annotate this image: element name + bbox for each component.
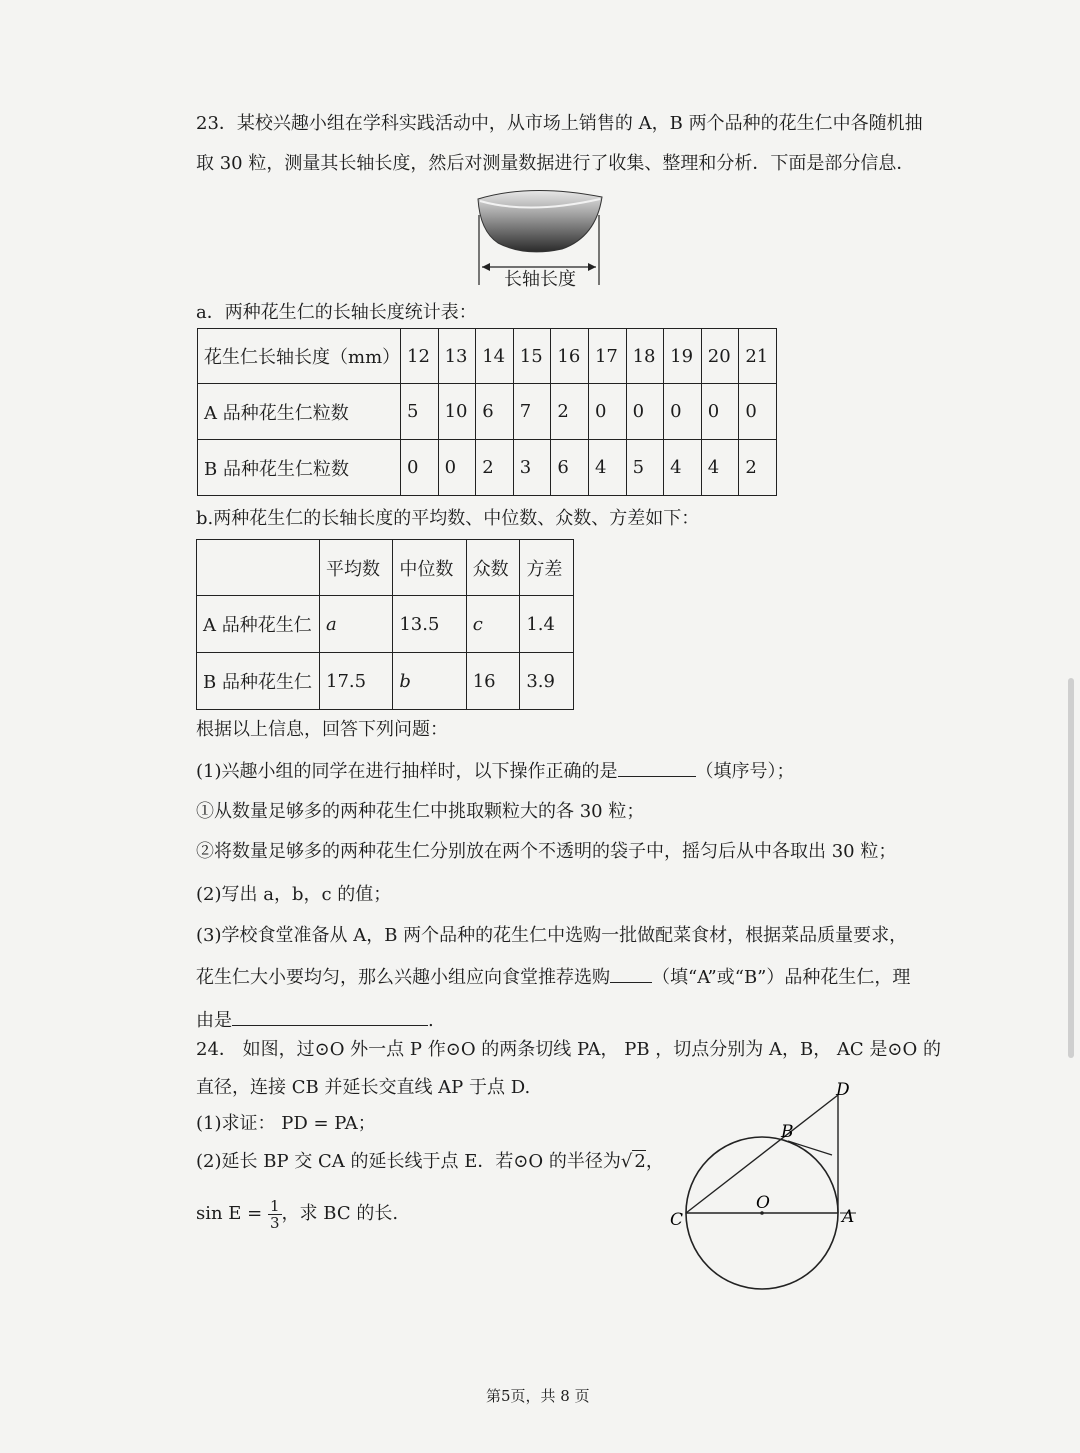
label-d: D xyxy=(836,1080,850,1100)
table-b-row-label: B 品种花生仁 xyxy=(197,653,320,710)
table-a-header-label: 花生仁长轴长度（mm） xyxy=(198,329,401,384)
table-a-length: 20 xyxy=(701,329,739,384)
table-b-cell: 16 xyxy=(466,653,520,710)
q24-part2 xyxy=(196,1150,664,1174)
geometry-figure xyxy=(660,1075,890,1305)
table-a-cell: 10 xyxy=(438,384,476,440)
table-a-cell: 6 xyxy=(476,384,514,440)
q23-part3-suffix: （填“A”或“B”）品种花生仁，理 xyxy=(652,967,911,988)
q23-prompt: 根据以上信息，回答下列问题： xyxy=(196,719,448,740)
q24-line1: 24． 如图，过⊙O 外一点 P 作⊙O 的两条切线 PA， PB ，切点分别为 A，B， AC 是⊙O 的 xyxy=(196,1039,941,1060)
table-a-length: 17 xyxy=(588,329,626,384)
table-a-cell: 2 xyxy=(739,440,777,496)
table-b-row-label: A 品种花生仁 xyxy=(197,596,320,653)
table-a-title: a．两种花生仁的长轴长度统计表： xyxy=(196,302,477,323)
peanut-shape xyxy=(478,190,602,251)
q23-part3-line2 xyxy=(196,964,910,990)
sqrt-symbol: √ xyxy=(620,1151,633,1172)
table-a-cell: 0 xyxy=(664,384,702,440)
table-b-row xyxy=(197,653,574,710)
label-o: O xyxy=(756,1193,770,1213)
tangent-pb xyxy=(788,1141,832,1155)
table-a-row-label: A 品种花生仁粒数 xyxy=(198,384,401,440)
fraction-numerator: 1 xyxy=(270,1196,280,1215)
table-a-row xyxy=(198,384,777,440)
table-a-length: 19 xyxy=(664,329,702,384)
fraction-denominator: 3 xyxy=(270,1213,280,1232)
table-b-cell: 13.5 xyxy=(393,596,466,653)
table-b-row xyxy=(197,596,574,653)
table-a-cell: 4 xyxy=(701,440,739,496)
q23-reason-label: 由是 xyxy=(196,1010,232,1031)
table-a-cell: 0 xyxy=(701,384,739,440)
answer-blank[interactable] xyxy=(610,964,652,983)
table-a-length: 15 xyxy=(513,329,551,384)
q23-line1: 23．某校兴趣小组在学科实践活动中，从市场上销售的 A，B 两个品种的花生仁中各随机抽 xyxy=(196,113,923,134)
table-a-length: 14 xyxy=(476,329,514,384)
answer-blank[interactable] xyxy=(232,1007,428,1026)
table-b-cell: 1.4 xyxy=(520,596,574,653)
q24-line2: 直径，连接 CB 并延长交直线 AP 于点 D. xyxy=(196,1077,531,1098)
table-a-cell: 5 xyxy=(401,384,439,440)
table-a-cell: 4 xyxy=(588,440,626,496)
table-a-length: 13 xyxy=(438,329,476,384)
table-a-cell: 0 xyxy=(739,384,777,440)
table-b-header-row xyxy=(197,540,574,596)
fraction xyxy=(268,1198,282,1231)
q24-part1: (1)求证： PD = PA； xyxy=(196,1113,376,1134)
table-b-header xyxy=(197,540,320,596)
q23-option1: ①从数量足够多的两种花生仁中挑取颗粒大的各 30 粒； xyxy=(196,801,645,822)
table-a-length: 12 xyxy=(401,329,439,384)
figure-caption: 长轴长度 xyxy=(500,268,580,292)
q23-part1-text: (1)兴趣小组的同学在进行抽样时，以下操作正确的是 xyxy=(196,761,618,782)
q24-part2-text: (2)延长 BP 交 CA 的延长线于点 E．若⊙O 的半径为 xyxy=(196,1151,621,1172)
table-b-header: 中位数 xyxy=(393,540,466,596)
table-a-cell: 0 xyxy=(626,384,664,440)
q23-part1 xyxy=(196,758,795,784)
q23-line2: 取 30 粒，测量其长轴长度，然后对测量数据进行了收集、整理和分析．下面是部分信息． xyxy=(196,153,915,174)
table-a-cell: 3 xyxy=(513,440,551,496)
table-b-header: 方差 xyxy=(520,540,574,596)
sqrt-radicand: 2 xyxy=(634,1151,646,1172)
q23-part3-text: 花生仁大小要均匀，那么兴趣小组应向食堂推荐选购 xyxy=(196,967,610,988)
table-a-cell: 0 xyxy=(438,440,476,496)
table-a-cell: 2 xyxy=(551,384,589,440)
table-a-length: 18 xyxy=(626,329,664,384)
label-a: A xyxy=(842,1207,855,1227)
label-b: B xyxy=(781,1122,794,1142)
table-a-cell: 2 xyxy=(476,440,514,496)
table-a-row-label: B 品种花生仁粒数 xyxy=(198,440,401,496)
table-b-cell: c xyxy=(466,596,520,653)
table-a-cell: 5 xyxy=(626,440,664,496)
q23-option2: ②将数量足够多的两种花生仁分别放在两个不透明的袋子中，摇匀后从中各取出 30 粒； xyxy=(196,841,897,862)
table-a-cell: 4 xyxy=(664,440,702,496)
q24-part2-comma: ， xyxy=(645,1151,664,1172)
table-a-cell: 7 xyxy=(513,384,551,440)
table-a-header-row xyxy=(198,329,777,384)
table-a xyxy=(197,328,777,496)
table-a-length: 21 xyxy=(739,329,777,384)
table-b-cell: b xyxy=(393,653,466,710)
table-a-length: 16 xyxy=(551,329,589,384)
scrollbar[interactable] xyxy=(1068,678,1074,1058)
table-b-header: 众数 xyxy=(466,540,520,596)
q23-part3-line1: (3)学校食堂准备从 A，B 两个品种的花生仁中选购一批做配菜食材，根据菜品质量要求， xyxy=(196,925,908,946)
table-a-cell: 6 xyxy=(551,440,589,496)
table-a-cell: 0 xyxy=(401,440,439,496)
table-a-cell: 0 xyxy=(588,384,626,440)
q23-part1-suffix: （填序号）； xyxy=(695,761,795,782)
table-b-cell: a xyxy=(320,596,393,653)
table-a-row xyxy=(198,440,777,496)
table-b-title: b.两种花生仁的长轴长度的平均数、中位数、众数、方差如下： xyxy=(196,508,700,529)
answer-blank[interactable] xyxy=(618,758,696,777)
q23-part2: (2)写出 a，b，c 的值； xyxy=(196,884,392,905)
table-b-header: 平均数 xyxy=(320,540,393,596)
sqrt-expression xyxy=(621,1150,646,1174)
q24-part3 xyxy=(196,1192,398,1236)
label-c: C xyxy=(670,1210,684,1230)
sin-e-label: sin E = xyxy=(196,1203,263,1224)
q24-part3-text: ，求 BC 的长. xyxy=(281,1203,399,1224)
q23-part3-line3 xyxy=(196,1007,434,1033)
table-b xyxy=(196,539,574,710)
table-b-cell: 17.5 xyxy=(320,653,393,710)
table-b-cell: 3.9 xyxy=(520,653,574,710)
q23-reason-end: . xyxy=(428,1010,434,1031)
page-footer: 第5页，共 8 页 xyxy=(486,1387,590,1405)
